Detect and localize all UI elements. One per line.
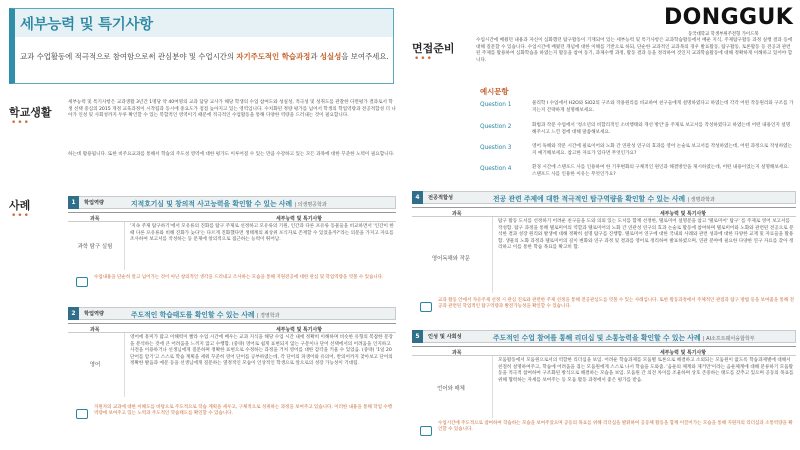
brand-logo-subtitle: 동국대학교 학생부위주전형 가이드북 <box>688 32 759 37</box>
question-label: Question 2 <box>480 124 512 130</box>
case-title <box>131 198 327 208</box>
case-title-text: 주도적인 학습태도를 확인할 수 있는 사례 <box>131 311 255 319</box>
case-major: | AI소프트웨어융합학부 <box>702 336 755 342</box>
case-number: 4 <box>412 191 423 204</box>
case-2-header <box>68 307 396 320</box>
question-text: 영어 독해와 작문 시간에 필로이어와 노화 간 연관성 연구의 효과를 영어 논술로 보고서를 작성하였는데, 어떤 과정으로 작성하였는지 얘기해보세요. 참고한 자료가 있다면 무엇인가요? <box>532 144 793 156</box>
school-life-dots: ••• <box>11 118 30 128</box>
case-5-header <box>412 330 796 343</box>
divider <box>492 356 493 418</box>
case-4-table-head <box>412 207 796 217</box>
note-icon <box>420 302 432 312</box>
interview-heading: 면접준비 <box>412 42 455 55</box>
case-5-content: 모둠활동에서 모둠원으로서의 역할한 리더십을 보임. 어려운 학습과제를 모둠별 토론으로 해결하고 소외되는 모둠원이 없도록 학습과제별에 대해서 친절히 설명하여주고, 학습에 어려움을 겪는 모둠원에게 스스로 나서 학습을 도와줌. '음운의 체계와 제거만'이라는 음운체계에 대해 분류하기 모둠활동을 적극적 참여하여 구조화된 방식으로 해결하는 모습을 보임. 모둠원 간 의견 차이를 조율하며 상호 존중하는 태도를 갖추고 있으며 공동의 목표를 위해 협력하는 자세를 보여주는 등 모둠 활동 과정에서 좋은 평가를 받음. <box>498 358 794 383</box>
case-tag: 학업역량 <box>84 311 105 317</box>
school-life-paragraph-2: 하는데 활용됩니다. 또한 비주요교과를 통해서 학습의 주도성 영역에 대한 평가도 이루어질 수 있는 만큼 수강하고 있는 모든 과목에 대한 꾸준한 노력이 필요합니다. <box>68 152 395 157</box>
note-icon <box>76 409 88 419</box>
case-5-table-head <box>412 346 796 356</box>
interview-dots: ••• <box>414 54 433 64</box>
example-questions-heading: 예시문항 <box>480 87 509 96</box>
case-major: | 경영학과 <box>256 313 280 319</box>
case-4-subject: 영어독해와 작문 <box>431 256 471 262</box>
col-content: 세부능력 및 특기사항 <box>660 349 706 356</box>
case-1-header <box>68 196 396 209</box>
school-life-heading: 학교생활 <box>9 106 52 119</box>
case-title-text: 주도적인 수업 참여를 통해 리더십 및 소통능력을 확인할 수 있는 사례 <box>493 334 701 342</box>
case-title-text: 전공 관련 주제에 대한 적극적인 탐구역량을 확인할 수 있는 사례 <box>493 195 686 203</box>
case-1-note: 수업내용을 단순히 알고 넘어가는 것이 아닌 창의적인 생각을 드러내고 조사하는 모습을 통해 지원전공에 대한 관심 및 학업역량을 엿볼 수 있습니다. <box>94 275 384 280</box>
school-life-paragraph: 세부능력 및 특기사항은 교과생활 3년간 1명당 약 40여명의 교과 담당 교사가 해당 학생의 수업 참여도와 성실성, 적극성 및 성취도를 관찰한 다면평가 결과로서 학생 선택 중심의 2015 개정 교육과정이 시작됨과 동시에 중요도가 점점 높아지고 있는 영역입니다. 수치화된 정량 평가를 넘어서 학생의 학업역량과 전공적합성 더 나아가 인성 및 사회성까지 두루 확인할 수 있는 복합적인 영역이기 때문에 적극적인 수업활동을 통해 다양한 역량을 드러내는 것이 필요합니다. <box>68 100 396 119</box>
case-title <box>493 332 755 342</box>
case-tag: 전공적합성 <box>428 195 454 201</box>
question-label: Question 4 <box>480 166 512 172</box>
examples-dots: ••• <box>11 211 30 221</box>
interview-intro: 수업시간에 배웠던 내용과 자신이 심화했던 탐구활동이 기재되어 있는 세부능력 및 특기사항은 교과학습활동에서 배운 지식, 주제탐구활동 과정 실행 결과 등에 대해 질문할 수 있습니다. 수업시간에 배웠던 개념에 대한 이해를 기반으로 하되, 단순한 교과적인 교과목의 경우 발표활동, 탐구활동, 토론활동 등 전공과 관련된 주제를 활용하여 심화학습을 하였는지 활동을 참여 동기, 과제수행 과정, 활동 결과 등을 정리하여 것인지 교과학습활동에 대해 정확하게 이해하고 있어야 합니다. <box>476 38 793 63</box>
subtitle-part: 과 <box>310 52 320 61</box>
case-4-note: 교과 활동 안에서 자유주제 선정 시 관심 진로와 관련한 주제 선정을 통해 전공관심도를 엿볼 수 있는 사례입니다. 또한 활동과정에서 주체적인 관점과 탐구 방법 등을 보여줌을 통해 전공과 관련된 학업적인 탐구역량과 발전가능성을 확인할 수 있습니다. <box>438 298 794 310</box>
divider <box>124 222 125 270</box>
case-1-subject: 과학 탐구 실험 <box>77 244 113 250</box>
case-4-header <box>412 191 796 204</box>
subtitle-part: 을 보여주세요. <box>341 52 389 61</box>
question-label: Question 3 <box>480 145 512 151</box>
divider <box>124 333 125 397</box>
case-number: 1 <box>68 196 79 209</box>
col-subject: 과목 <box>452 210 462 217</box>
note-icon <box>76 277 88 287</box>
case-5-subject: 언어와 매체 <box>437 386 465 392</box>
page-title: 세부능력 및 특기사항 <box>20 17 153 33</box>
col-subject: 과목 <box>452 349 462 356</box>
question-text: 화법과 작문 수업에서 '청소년의 비합리적인 소비행태와 개선 방안'을 주제로 보고서를 작성하였다고 하였는데 어떤 내용인지 설명해주시고 느낀 점에 대해 말씀해보세요. <box>532 123 791 135</box>
case-title <box>131 309 279 319</box>
case-title <box>493 193 715 203</box>
case-tag: 인성 및 사회성 <box>428 334 462 340</box>
col-subject: 과목 <box>90 326 100 333</box>
case-title-text: 지적호기심 및 창의적 사고능력을 확인할 수 있는 사례 <box>131 200 293 208</box>
subtitle-highlight: 자기주도적인 학습과정 <box>236 52 311 61</box>
question-text: 물리학 I 수업에서 H2O와 SiO2의 구조와 작용원리를 비교하여 친구들에게 설명하였다고 하였는데 각각 어떤 작동원리와 구조를 가지는지 간략하게 설명해보세요. <box>532 101 794 113</box>
note-icon <box>420 426 432 436</box>
col-subject: 과목 <box>90 215 100 222</box>
question-text: 환경 시간에 스탠포드 사를 인용하여 한 기후변화의 구체적인 원인과 해결방안을 제시하였는데, 어떤 내용이었는지 설명해보세요. 스탠포드 사를 인용한 이유는 무엇인가요? <box>532 165 790 177</box>
case-number: 2 <box>68 307 79 320</box>
case-2-table-head <box>68 323 396 333</box>
case-2-note: 지원자의 교과에 대한 이해도를 바탕으로 주도적으로 학습 계획을 세우고, 구체적으로 성취하는 과정을 보여주고 있습니다. 이러한 내용을 통해 학업 수행역량에 보여주고 있는 노력과 주도적인 학습태도를 확인할 수 있습니다. <box>94 405 393 417</box>
case-2-subject: 영어 <box>89 362 101 368</box>
col-content: 세부능력 및 특기사항 <box>276 326 322 333</box>
case-major: | 생명과학과 <box>687 197 715 203</box>
case-2-content: 영어에 흥미가 많고 이해력이 빨라 수업 시간에 배우는 교과 지식을 해당 수업 시간 내에 정확히 이해하며 비슷한 유형의 복잡한 문장을 분석하는 것에 큰 어려움을 느끼지 않고 수행함. (중략) 영어로 쉽게 표현되지 않는 구문이나 단어 선택에서의 어려움을 인지하고 사전을 이용하거나 선생님에게 질문하며 정확한 표현으로 수정하는 과정을 거쳐 영어를 대한 감각을 키울 수 있었음. (중략) '1일 20단어를 암기'고 스스로 학습 계획을 세워 꾸준히 영어 단어를 공부하였는데, 각 단어의 파생어와 유의어, 반의어까지 찾아보고 단어의 정확한 발음과 예문 등을 선생님에게 질문하는 열정적인 모습이 인상적인 학생으로 앞으로의 성장 가능성이 기대됨. <box>130 335 393 367</box>
case-tag: 학업역량 <box>84 200 105 206</box>
case-1-table-head <box>68 212 396 222</box>
subtitle-part: 교과 수업활동에 적극적으로 참여함으로써 관심분야 및 수업시간의 <box>20 52 237 61</box>
case-major: | 의생명공학과 <box>294 202 327 208</box>
examples-heading: 사례 <box>9 199 31 212</box>
case-5-note: 수업시간에 주도적으로 참여하여 학습하는 모습을 보여주었으며 공동의 목표를 위해 리더십을 발휘하여 공동체 활동을 함께 이끌어가는 모습을 통해 지원자의 리더십과 소통역량을 확인할 수 있습니다. <box>438 421 793 433</box>
brand-logo: DONGGUK <box>664 5 794 30</box>
case-1-content: '지속 주제 탐구하기'에서 모유류의 진화를 탐구 주제로 선정하고 모유류의 기원, 인간과 다른 포유류 동물들을 비교하면서 '인간이 한때 다른 포유류와 비해 진화가 늦다'는 다르게 진화했다면 생태계의 최상위 포식자로 존재할 수 있었을까?'라는 의문을 가지고 자료를 조사하여 보고서를 작성하는 등 문제에 창의적으로 접근하는 능력이 뛰어남. <box>130 224 394 243</box>
col-content: 세부능력 및 특기사항 <box>276 215 322 222</box>
subtitle-highlight: 성실성 <box>319 52 342 61</box>
col-content: 세부능력 및 특기사항 <box>660 210 706 217</box>
case-4-content: 탐구 활동 도서를 선정하기 어려운 친구들을 도와 의외 있는 도서를 함께 선정한, 텔로미어 설명문을 참고 '텔로미어' 탐구' 를 주제로 영어 보고서를 작성함. 탐구 과정을 통해 텔로미어의 역할과 텔로미어의 노화 간 연관성 연구의 효과 논술로 활동에 참여하며 텔로미어와 노화와 관련된 전공으로 분석한 결과 성장 원리와 발생에 대해 정확히 설명 탐구를 진행함. 텔로미어 연구에 대한 국내외 사례와 관련 성과에 대한 다양한 교재 및 자료들을 활용함. 생물의 노화 과정과 텔로미어의 길이 변화와 연구 과정 및 결과를 영어로 정리하여 발표하였으며, 연관 분야에 필요한 다양한 연구 자료를 찾아 정리하고 이를 통한 학습 목표를 확고히 함. <box>498 219 794 251</box>
divider <box>492 217 493 293</box>
question-label: Question 1 <box>480 102 512 108</box>
case-number: 5 <box>412 330 423 343</box>
page-subtitle <box>20 51 389 62</box>
